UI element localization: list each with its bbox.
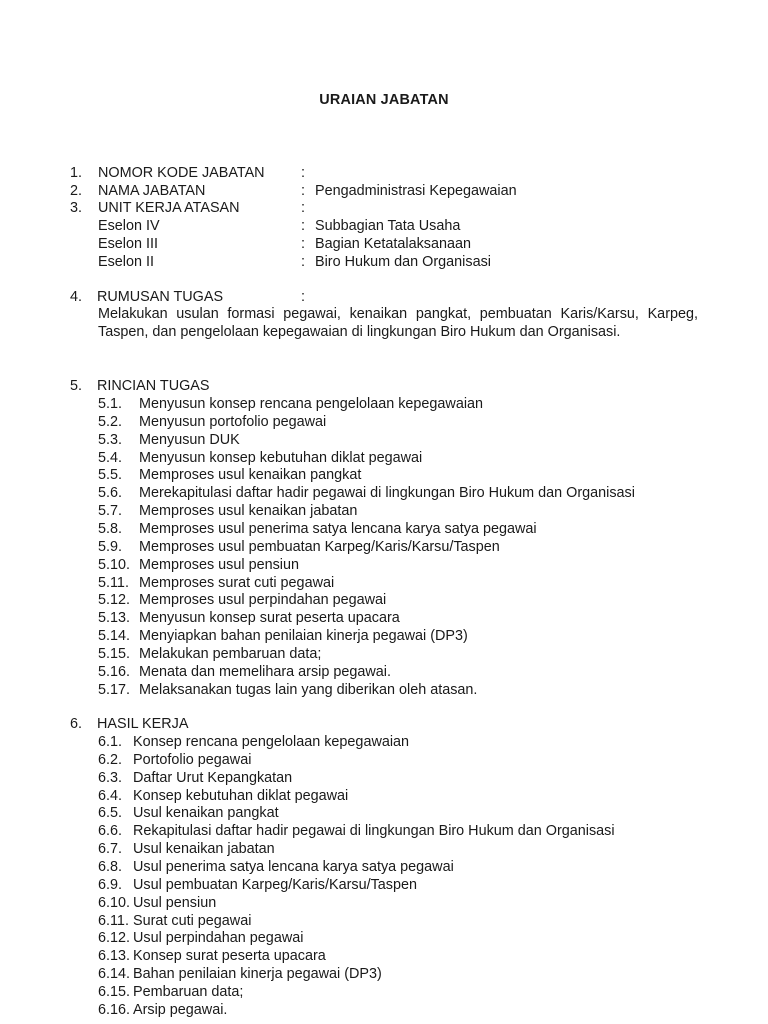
list-item (0, 894, 768, 912)
list-item-number: 6.6. (98, 823, 123, 840)
item-number: 2. (70, 183, 83, 199)
list-item-text: Memproses surat cuti pegawai (139, 574, 335, 591)
item-colon: : (301, 236, 305, 252)
section-hasil-kerja (0, 715, 768, 733)
list-item-text: Konsep rencana pengelolaan kepegawaian (133, 734, 410, 750)
list-item-number: 5.14. (98, 628, 131, 645)
list-item-number: 6.12. (98, 930, 131, 947)
list-item (0, 965, 768, 983)
item-unit-kerja-atasan (0, 199, 768, 217)
list-item-number: 5.17. (98, 681, 131, 698)
list-item-text: Memproses usul kenaikan pangkat (139, 467, 362, 484)
list-item (0, 733, 768, 751)
list-item-text: Memproses usul penerima satya lencana karya satya pegawai (139, 520, 537, 537)
section-number: 6. (70, 716, 83, 732)
list-item-text: Usul kenaikan jabatan (133, 841, 275, 858)
list-item-text: Rekapitulasi daftar hadir pegawai di lingkungan Biro Hukum dan Organisasi (133, 823, 615, 840)
list-item-text: Menata dan memelihara arsip pegawai. (139, 663, 391, 680)
list-item-text: Memproses usul pensiun (139, 556, 299, 573)
list-item (0, 538, 768, 556)
list-item (0, 751, 768, 769)
item-label: NOMOR KODE JABATAN (98, 165, 265, 181)
section-number: 4. (70, 289, 83, 305)
list-item (0, 1001, 768, 1019)
list-item-text: Memproses usul kenaikan jabatan (139, 503, 358, 520)
list-item (0, 822, 768, 840)
list-item-number: 6.3. (98, 769, 123, 786)
list-item-text: Bahan penilaian kinerja pegawai (DP3) (133, 966, 382, 983)
list-item (0, 466, 768, 484)
list-item-text: Usul penerima satya lencana karya satya pegawai (133, 858, 454, 875)
list-item-number: 6.13. (98, 948, 131, 965)
list-item (0, 645, 768, 663)
item-label: NAMA JABATAN (98, 183, 206, 199)
list-item (0, 484, 768, 502)
item-colon: : (301, 200, 305, 216)
list-item-number: 5.5. (98, 467, 123, 484)
list-item-number: 5.9. (98, 538, 123, 555)
list-item-text: Menyusun konsep rencana pengelolaan kepegawaian (139, 396, 484, 412)
section-heading: RUMUSAN TUGAS (97, 289, 224, 305)
list-item (0, 769, 768, 787)
list-item-number: 5.11. (98, 574, 129, 591)
list-item-number: 5.12. (98, 592, 131, 609)
list-item (0, 983, 768, 1001)
list-item-text: Menyusun konsep surat peserta upacara (139, 610, 400, 627)
list-item (0, 395, 768, 413)
list-item-number: 5.13. (98, 610, 131, 627)
section-rincian-tugas (0, 377, 768, 395)
list-item (0, 520, 768, 538)
list-item-number: 6.15. (98, 983, 131, 1000)
list-item-number: 5.6. (98, 485, 123, 502)
section-colon: : (301, 289, 305, 305)
list-item (0, 413, 768, 431)
item-value: Bagian Ketatalaksanaan (315, 236, 472, 252)
item-value: Biro Hukum dan Organisasi (315, 254, 491, 270)
list-item-text: Pembaruan data; (133, 983, 244, 1000)
list-item (0, 681, 768, 699)
list-item-number: 6.16. (98, 1001, 131, 1018)
item-label: Eselon III (98, 236, 158, 252)
item-nomor-kode-jabatan (0, 164, 768, 182)
list-item-text: Surat cuti pegawai (133, 912, 252, 929)
list-item (0, 609, 768, 627)
list-item-text: Menyusun konsep kebutuhan diklat pegawai (139, 449, 423, 466)
list-item-text: Usul kenaikan pangkat (133, 805, 279, 822)
list-item-number: 5.1. (98, 396, 123, 412)
list-item-number: 5.4. (98, 449, 123, 466)
section-number: 5. (70, 378, 83, 394)
item-label: Eselon IV (98, 218, 160, 234)
list-item (0, 431, 768, 449)
list-item-number: 6.1. (98, 734, 123, 750)
list-item-text: Konsep surat peserta upacara (133, 948, 326, 965)
list-item-number: 6.2. (98, 751, 123, 768)
list-item-text: Menyusun DUK (139, 431, 240, 448)
item-label: Eselon II (98, 254, 154, 270)
list-item-text: Konsep kebutuhan diklat pegawai (133, 787, 349, 804)
list-item (0, 929, 768, 947)
list-item (0, 787, 768, 805)
list-item (0, 876, 768, 894)
list-item-text: Usul perpindahan pegawai (133, 930, 304, 947)
list-item (0, 858, 768, 876)
list-item-number: 6.8. (98, 858, 123, 875)
list-item (0, 663, 768, 681)
list-item (0, 556, 768, 574)
list-item-text: Memproses usul pembuatan Karpeg/Karis/Karsu/Taspen (139, 538, 500, 555)
list-item-number: 5.16. (98, 663, 131, 680)
list-item-text: Memproses usul perpindahan pegawai (139, 592, 387, 609)
item-colon: : (301, 165, 305, 181)
list-item-number: 5.10. (98, 556, 131, 573)
list-item-text: Merekapitulasi daftar hadir pegawai di lingkungan Biro Hukum dan Organisasi (139, 485, 635, 502)
item-colon: : (301, 183, 305, 199)
list-item-number: 5.7. (98, 503, 123, 520)
item-eselon-ii (0, 253, 768, 271)
list-item-text: Portofolio pegawai (133, 751, 252, 768)
list-item-number: 6.5. (98, 805, 123, 822)
document-title: URAIAN JABATAN (319, 92, 449, 108)
rumusan-tugas-text: Melakukan usulan formasi pegawai, kenaikan pangkat, pembuatan Karis/Karsu, Karpeg, Taspen, dan pengelolaan kepegawaian di lingkungan Biro Hukum dan Organisasi. (98, 306, 698, 340)
list-item (0, 627, 768, 645)
item-value: Subbagian Tata Usaha (315, 218, 461, 234)
list-item-text: Menyiapkan bahan penilaian kinerja pegawai (DP3) (139, 628, 468, 645)
list-item-number: 6.9. (98, 876, 123, 893)
list-item-text: Menyusun portofolio pegawai (139, 413, 327, 430)
item-eselon-iii (0, 235, 768, 253)
section-heading: HASIL KERJA (97, 716, 189, 732)
list-item (0, 947, 768, 965)
list-item-number: 6.11. (98, 912, 129, 929)
list-item-text: Arsip pegawai. (133, 1001, 228, 1018)
list-item (0, 449, 768, 467)
list-item (0, 502, 768, 520)
list-item (0, 804, 768, 822)
list-item (0, 912, 768, 930)
item-nama-jabatan (0, 182, 768, 200)
list-item-text: Usul pensiun (133, 894, 217, 911)
item-eselon-iv (0, 217, 768, 235)
item-colon: : (301, 254, 305, 270)
item-number: 1. (70, 165, 83, 181)
item-value: Pengadministrasi Kepegawaian (315, 183, 517, 199)
list-item-number: 6.14. (98, 966, 131, 983)
list-item (0, 591, 768, 609)
list-item-text: Usul pembuatan Karpeg/Karis/Karsu/Taspen (133, 876, 417, 893)
list-item-number: 6.7. (98, 841, 123, 858)
list-item-number: 5.3. (98, 431, 123, 448)
list-item (0, 574, 768, 592)
list-item-text: Melaksanakan tugas lain yang diberikan oleh atasan. (139, 681, 478, 698)
list-item-number: 5.15. (98, 645, 131, 662)
list-item-number: 5.8. (98, 520, 123, 537)
section-rumusan-tugas (0, 288, 768, 306)
section-heading: RINCIAN TUGAS (97, 378, 210, 394)
list-item-number: 6.10. (98, 894, 131, 911)
item-number: 3. (70, 200, 83, 216)
item-colon: : (301, 218, 305, 234)
list-item-text: Melakukan pembaruan data; (139, 645, 322, 662)
list-item-text: Daftar Urut Kepangkatan (133, 769, 293, 786)
item-label: UNIT KERJA ATASAN (98, 200, 240, 216)
list-item-number: 5.2. (98, 413, 123, 430)
list-item (0, 840, 768, 858)
list-item-number: 6.4. (98, 787, 123, 804)
